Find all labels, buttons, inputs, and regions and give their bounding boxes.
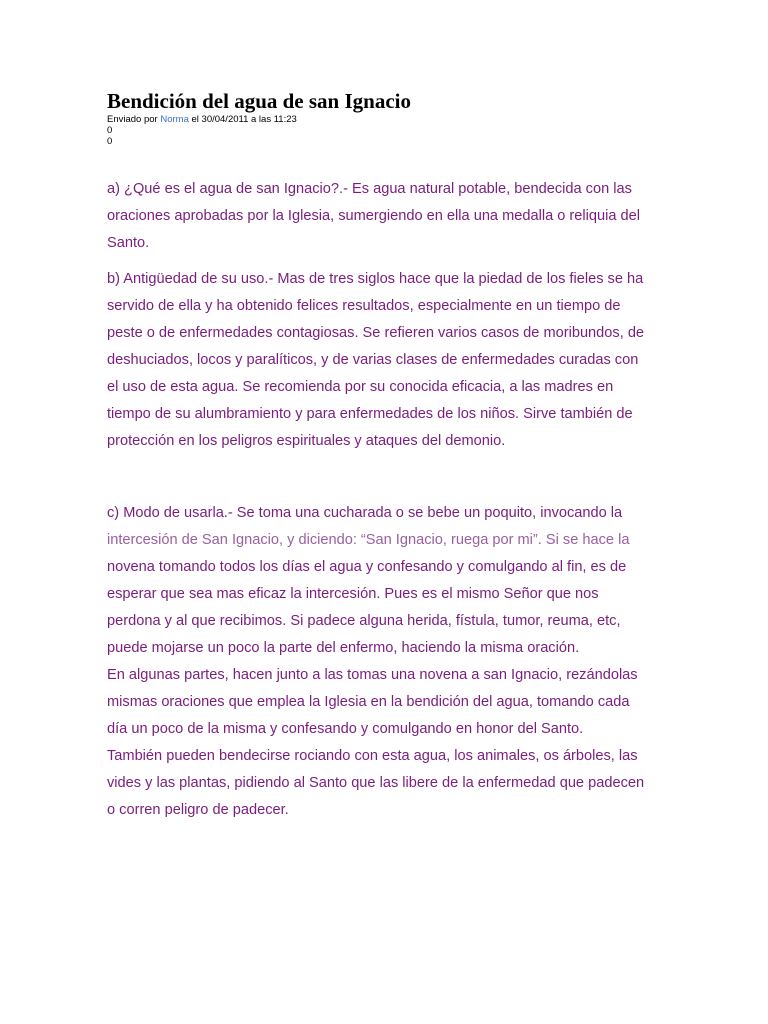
paragraph-line: deshuciados, locos y paralíticos, y de varias clases de enfermedades curadas con xyxy=(107,352,639,368)
paragraph-line: intercesión de San Ignacio, y diciendo: “San Ignacio, ruega por mi”. Si se hace la xyxy=(107,532,630,548)
article-title: Bendición del agua de san Ignacio xyxy=(107,89,411,113)
paragraph-line: o corren peligro de padecer. xyxy=(107,802,289,818)
paragraph-c xyxy=(107,500,667,824)
counter-1: 0 xyxy=(107,125,113,136)
paragraph-line: esperar que sea mas eficaz la intercesión. Pues es el mismo Señor que nos xyxy=(107,586,599,602)
paragraph-line: Santo. xyxy=(107,235,150,251)
paragraph-line: oraciones aprobadas por la Iglesia, sumergiendo en ella una medalla o reliquia del xyxy=(107,208,641,224)
paragraph-a xyxy=(107,176,667,257)
paragraph-line: peste o de enfermedades contagiosas. Se refieren varios casos de moribundos, de xyxy=(107,325,645,341)
paragraph-line: vides y las plantas, pidiendo al Santo que las libere de la enfermedad que padecen xyxy=(107,775,645,791)
paragraph-line: También pueden bendecirse rociando con esta agua, los animales, os árboles, las xyxy=(107,748,638,764)
paragraph-line: a) ¿Qué es el agua de san Ignacio?.- Es agua natural potable, bendecida con las xyxy=(107,181,632,197)
paragraph-line: b) Antigüedad de su uso.- Mas de tres siglos hace que la piedad de los fieles se ha xyxy=(107,271,644,287)
meta-date: el 30/04/2011 a las 11:23 xyxy=(188,114,297,125)
paragraph-line: puede mojarse un poco la parte del enfermo, haciendo la misma oración. xyxy=(107,640,580,656)
paragraph-line: protección en los peligros espirituales y ataques del demonio. xyxy=(107,433,506,449)
paragraph-line: En algunas partes, hacen junto a las tomas una novena a san Ignacio, rezándolas xyxy=(107,667,638,683)
paragraph-line: perdona y al que recibimos. Si padece alguna herida, fístula, tumor, reuma, etc, xyxy=(107,613,621,629)
meta-prefix: Enviado por xyxy=(107,114,161,125)
paragraph-line: tiempo de su alumbramiento y para enfermedades de los niños. Sirve también de xyxy=(107,406,633,422)
paragraph-b xyxy=(107,266,667,455)
post-meta xyxy=(107,114,667,125)
paragraph-line: c) Modo de usarla.- Se toma una cucharada o se bebe un poquito, invocando la xyxy=(107,505,623,521)
paragraph-line: el uso de esta agua. Se recomienda por su conocida eficacia, a las madres en xyxy=(107,379,614,395)
paragraph-line: novena tomando todos los días el agua y confesando y comulgando al fin, es de xyxy=(107,559,627,575)
counter-2: 0 xyxy=(107,136,113,147)
paragraph-line: servido de ella y ha obtenido felices resultados, especialmente en un tiempo de xyxy=(107,298,621,314)
document-page xyxy=(107,88,667,824)
author-link[interactable]: Norma xyxy=(160,114,189,125)
paragraph-line: día un poco de la misma y confesando y comulgando en honor del Santo. xyxy=(107,721,584,737)
paragraph-line: mismas oraciones que emplea la Iglesia en la bendición del agua, tomando cada xyxy=(107,694,630,710)
